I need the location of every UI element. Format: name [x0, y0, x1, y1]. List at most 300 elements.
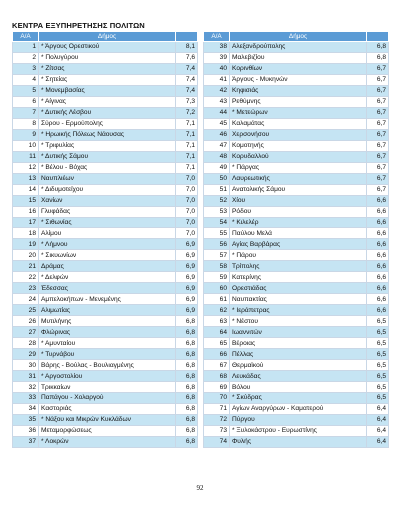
table-row	[13, 63, 198, 74]
score-cell: 6,6	[367, 261, 389, 272]
municipality-cell: Φυλής	[230, 436, 367, 447]
rank-cell: 66	[204, 349, 230, 360]
rank-cell: 37	[13, 436, 39, 447]
rank-cell: 2	[13, 52, 39, 63]
table-row	[204, 173, 389, 184]
value-column-header	[176, 32, 198, 42]
table-row	[13, 107, 198, 118]
table-row	[204, 338, 389, 349]
rank-cell: 68	[204, 371, 230, 382]
table-row	[13, 382, 198, 393]
score-cell: 6,7	[367, 74, 389, 85]
rank-cell: 4	[13, 74, 39, 85]
score-cell: 6,6	[367, 206, 389, 217]
score-cell: 6,7	[367, 162, 389, 173]
table-row	[204, 436, 389, 447]
municipality-cell: * Αμυνταίου	[39, 338, 176, 349]
municipality-cell: * Άργους Ορεστικού	[39, 42, 176, 53]
table-row	[204, 162, 389, 173]
municipality-cell: Ρόδου	[230, 206, 367, 217]
municipality-cell: Αλεξανδρούπολης	[230, 42, 367, 53]
table-row	[204, 140, 389, 151]
municipality-cell: Αγίας Βαρβάρας	[230, 239, 367, 250]
table-row	[13, 228, 198, 239]
table-row	[13, 162, 198, 173]
municipality-cell: * Δελφών	[39, 272, 176, 283]
table-row	[204, 52, 389, 63]
score-cell: 6,4	[367, 414, 389, 425]
table-row	[13, 414, 198, 425]
score-cell: 7,0	[176, 206, 198, 217]
rank-cell: 13	[13, 173, 39, 184]
rank-cell: 23	[13, 283, 39, 294]
score-cell: 7,1	[176, 140, 198, 151]
municipality-cell: Έδεσσας	[39, 283, 176, 294]
table-row	[13, 96, 198, 107]
table-row	[13, 239, 198, 250]
rank-cell: 47	[204, 140, 230, 151]
rank-cell: 73	[204, 425, 230, 436]
rank-cell: 43	[204, 96, 230, 107]
municipality-cell: Τρικκαίων	[39, 382, 176, 393]
rank-cell: 27	[13, 327, 39, 338]
table-row	[204, 382, 389, 393]
rank-cell: 49	[204, 162, 230, 173]
municipality-cell: Χερσονήσου	[230, 129, 367, 140]
score-cell: 6,5	[367, 382, 389, 393]
table-row	[13, 151, 198, 162]
score-cell: 6,5	[367, 349, 389, 360]
rank-cell: 55	[204, 228, 230, 239]
rank-cell: 11	[13, 151, 39, 162]
rank-cell: 39	[204, 52, 230, 63]
municipality-cell: * Πάργας	[230, 162, 367, 173]
score-cell: 6,8	[176, 425, 198, 436]
table-row	[13, 52, 198, 63]
rank-cell: 18	[13, 228, 39, 239]
score-cell: 6,7	[367, 96, 389, 107]
rank-cell: 69	[204, 382, 230, 393]
score-cell: 7,0	[176, 228, 198, 239]
score-cell: 6,9	[176, 283, 198, 294]
rank-cell: 41	[204, 74, 230, 85]
rank-cell: 8	[13, 118, 39, 129]
rank-cell: 7	[13, 107, 39, 118]
score-cell: 6,4	[367, 425, 389, 436]
rank-cell: 29	[13, 349, 39, 360]
table-row	[13, 217, 198, 228]
table-row	[13, 195, 198, 206]
municipality-cell: Αλίμου	[39, 228, 176, 239]
rank-cell: 16	[13, 206, 39, 217]
municipality-cell: Βάρης - Βούλας - Βουλιαγμένης	[39, 360, 176, 371]
rank-cell: 38	[204, 42, 230, 53]
municipality-cell: Λευκάδας	[230, 371, 367, 382]
table-row	[204, 425, 389, 436]
table-row	[204, 393, 389, 404]
municipality-cell: * Βέλου - Βόχας	[39, 162, 176, 173]
rank-cell: 1	[13, 42, 39, 53]
table-row	[204, 250, 389, 261]
rank-cell: 26	[13, 316, 39, 327]
table-row	[13, 403, 198, 414]
municipality-cell: * Λοκρών	[39, 436, 176, 447]
score-cell: 6,9	[176, 250, 198, 261]
municipality-cell: * Σικυωνίων	[39, 250, 176, 261]
municipality-cell: Χίου	[230, 195, 367, 206]
ranking-table-right	[203, 31, 389, 448]
score-cell: 6,4	[367, 403, 389, 414]
table-row	[204, 283, 389, 294]
rank-cell: 22	[13, 272, 39, 283]
rank-cell: 17	[13, 217, 39, 228]
table-row	[204, 371, 389, 382]
table-row	[204, 42, 389, 53]
municipality-cell: Παύλου Μελά	[230, 228, 367, 239]
rank-cell: 19	[13, 239, 39, 250]
score-cell: 6,4	[367, 436, 389, 447]
municipality-cell: * Δυτικής Λέσβου	[39, 107, 176, 118]
rank-cell: 67	[204, 360, 230, 371]
rank-cell: 62	[204, 305, 230, 316]
table-row	[13, 425, 198, 436]
municipality-cell: Καλαμάτας	[230, 118, 367, 129]
municipality-cell: Δράμας	[39, 261, 176, 272]
rank-cell: 63	[204, 316, 230, 327]
rank-cell: 54	[204, 217, 230, 228]
municipality-cell: Μαλεβιζίου	[230, 52, 367, 63]
rank-cell: 42	[204, 85, 230, 96]
score-cell: 7,4	[176, 74, 198, 85]
rank-cell: 48	[204, 151, 230, 162]
municipality-cell: Μυτιλήνης	[39, 316, 176, 327]
table-row	[204, 129, 389, 140]
rank-cell: 56	[204, 239, 230, 250]
municipality-cell: Αλιμωτίας	[39, 305, 176, 316]
table-row	[13, 74, 198, 85]
table-row	[13, 327, 198, 338]
table-row	[13, 338, 198, 349]
municipality-column-header: Δήμος	[39, 32, 176, 42]
table-row	[204, 305, 389, 316]
rank-column-header: Α/Α	[13, 32, 39, 42]
table-row	[13, 393, 198, 404]
table-row	[204, 272, 389, 283]
rank-cell: 34	[13, 403, 39, 414]
municipality-cell: Μεταμορφώσεως	[39, 425, 176, 436]
municipality-cell: * Πολυγύρου	[39, 52, 176, 63]
score-cell: 6,8	[367, 52, 389, 63]
rank-cell: 28	[13, 338, 39, 349]
municipality-cell: * Ηρωικής Πόλεως Νάουσας	[39, 129, 176, 140]
municipality-cell: Βέροιας	[230, 338, 367, 349]
municipality-cell: Ναυπακτίας	[230, 294, 367, 305]
score-cell: 6,9	[176, 239, 198, 250]
table-row	[204, 96, 389, 107]
municipality-cell: Ρεθύμνης	[230, 96, 367, 107]
score-cell: 6,5	[367, 316, 389, 327]
score-cell: 7,4	[176, 85, 198, 96]
municipality-cell: * Αίγινας	[39, 96, 176, 107]
table-row	[204, 206, 389, 217]
score-cell: 6,5	[367, 393, 389, 404]
table-row	[204, 151, 389, 162]
ranking-table-left	[12, 31, 198, 448]
score-cell: 6,8	[176, 316, 198, 327]
value-column-header	[367, 32, 389, 42]
score-cell: 7,2	[176, 107, 198, 118]
score-cell: 6,6	[367, 305, 389, 316]
table-row	[204, 360, 389, 371]
table-header-row	[13, 32, 198, 42]
rank-cell: 70	[204, 393, 230, 404]
municipality-cell: Αμπελοκήπων - Μενεμένης	[39, 294, 176, 305]
municipality-cell: * Μετεώρων	[230, 107, 367, 118]
rank-cell: 6	[13, 96, 39, 107]
municipality-cell: Ναυπλιέων	[39, 173, 176, 184]
municipality-cell: Θερμαϊκού	[230, 360, 367, 371]
table-row	[204, 316, 389, 327]
municipality-cell: Κορυδαλλού	[230, 151, 367, 162]
rank-cell: 35	[13, 414, 39, 425]
municipality-cell: * Ξυλοκάστρου - Ευρωστίνης	[230, 425, 367, 436]
municipality-cell: * Σκύδρας	[230, 393, 367, 404]
table-row	[204, 217, 389, 228]
rank-cell: 20	[13, 250, 39, 261]
municipality-cell: Ορεστιάδας	[230, 283, 367, 294]
rank-cell: 14	[13, 184, 39, 195]
rank-cell: 36	[13, 425, 39, 436]
score-cell: 6,8	[176, 349, 198, 360]
rank-column-header: Α/Α	[204, 32, 230, 42]
municipality-cell: * Τυρνάβου	[39, 349, 176, 360]
municipality-cell: * Κιλελέρ	[230, 217, 367, 228]
score-cell: 6,6	[367, 195, 389, 206]
rank-cell: 45	[204, 118, 230, 129]
score-cell: 6,6	[367, 294, 389, 305]
score-cell: 6,8	[367, 42, 389, 53]
score-cell: 6,8	[176, 436, 198, 447]
score-cell: 6,7	[367, 85, 389, 96]
municipality-cell: Λαυρεωτικής	[230, 173, 367, 184]
municipality-cell: * Σητείας	[39, 74, 176, 85]
rank-cell: 74	[204, 436, 230, 447]
table-row	[13, 118, 198, 129]
municipality-cell: * Αργοστολίου	[39, 371, 176, 382]
rank-cell: 24	[13, 294, 39, 305]
table-row	[13, 436, 198, 447]
municipality-cell: Κατερίνης	[230, 272, 367, 283]
table-row	[13, 261, 198, 272]
score-cell: 7,1	[176, 162, 198, 173]
rank-cell: 44	[204, 107, 230, 118]
table-row	[204, 414, 389, 425]
municipality-cell: Κομοτηνής	[230, 140, 367, 151]
rank-cell: 30	[13, 360, 39, 371]
municipality-cell: Γλυφάδας	[39, 206, 176, 217]
municipality-cell: Άργους - Μυκηνών	[230, 74, 367, 85]
table-row	[204, 74, 389, 85]
score-cell: 6,9	[176, 261, 198, 272]
score-cell: 6,7	[367, 129, 389, 140]
rank-cell: 31	[13, 371, 39, 382]
table-row	[13, 272, 198, 283]
table-row	[13, 294, 198, 305]
rank-cell: 52	[204, 195, 230, 206]
score-cell: 6,8	[176, 414, 198, 425]
rank-cell: 60	[204, 283, 230, 294]
municipality-cell: * Τριφυλίας	[39, 140, 176, 151]
score-cell: 6,7	[367, 63, 389, 74]
score-cell: 6,9	[176, 272, 198, 283]
municipality-cell: * Σιθωνίας	[39, 217, 176, 228]
table-row	[13, 250, 198, 261]
score-cell: 7,6	[176, 52, 198, 63]
score-cell: 8,1	[176, 42, 198, 53]
municipality-cell: Ανατολικής Σάμου	[230, 184, 367, 195]
rank-cell: 25	[13, 305, 39, 316]
rank-cell: 21	[13, 261, 39, 272]
table-row	[204, 195, 389, 206]
rank-cell: 65	[204, 338, 230, 349]
rank-cell: 72	[204, 414, 230, 425]
municipality-cell: * Μονεμβασίας	[39, 85, 176, 96]
table-row	[13, 316, 198, 327]
score-cell: 7,1	[176, 129, 198, 140]
rank-cell: 33	[13, 393, 39, 404]
municipality-cell: * Διδυμοτείχου	[39, 184, 176, 195]
table-row	[204, 85, 389, 96]
table-row	[204, 349, 389, 360]
score-cell: 7,1	[176, 151, 198, 162]
municipality-cell: * Ζίτσας	[39, 63, 176, 74]
rank-cell: 58	[204, 261, 230, 272]
rank-cell: 71	[204, 403, 230, 414]
score-cell: 7,1	[176, 118, 198, 129]
score-cell: 6,8	[176, 371, 198, 382]
table-row	[204, 107, 389, 118]
score-cell: 6,7	[367, 118, 389, 129]
municipality-cell: Παπάγου - Χολαργού	[39, 393, 176, 404]
score-cell: 6,6	[367, 272, 389, 283]
score-cell: 6,6	[367, 217, 389, 228]
score-cell: 6,7	[367, 184, 389, 195]
score-cell: 6,8	[176, 360, 198, 371]
table-row	[13, 173, 198, 184]
rank-cell: 59	[204, 272, 230, 283]
table-row	[204, 403, 389, 414]
table-row	[204, 327, 389, 338]
rank-cell: 53	[204, 206, 230, 217]
municipality-cell: Χανίων	[39, 195, 176, 206]
table-row	[204, 228, 389, 239]
score-cell: 6,9	[176, 305, 198, 316]
score-cell: 6,8	[176, 327, 198, 338]
score-cell: 6,5	[367, 371, 389, 382]
municipality-cell: * Νάξου και Μικρών Κυκλάδων	[39, 414, 176, 425]
municipality-cell: Πύργου	[230, 414, 367, 425]
table-row	[13, 206, 198, 217]
table-row	[13, 184, 198, 195]
score-cell: 7,0	[176, 173, 198, 184]
rank-cell: 5	[13, 85, 39, 96]
score-cell: 7,0	[176, 217, 198, 228]
table-row	[204, 63, 389, 74]
score-cell: 6,5	[367, 338, 389, 349]
score-cell: 6,5	[367, 360, 389, 371]
rank-cell: 50	[204, 173, 230, 184]
table-row	[13, 283, 198, 294]
score-cell: 7,3	[176, 96, 198, 107]
score-cell: 7,0	[176, 184, 198, 195]
rank-cell: 12	[13, 162, 39, 173]
score-cell: 6,6	[367, 228, 389, 239]
score-cell: 6,6	[367, 250, 389, 261]
municipality-cell: Καστοριάς	[39, 403, 176, 414]
rank-cell: 46	[204, 129, 230, 140]
table-row	[13, 360, 198, 371]
table-row	[13, 140, 198, 151]
table-row	[13, 129, 198, 140]
score-cell: 6,8	[176, 382, 198, 393]
municipality-cell: Κηφισιάς	[230, 85, 367, 96]
table-row	[204, 184, 389, 195]
page-number: 92	[196, 484, 204, 492]
rank-cell: 3	[13, 63, 39, 74]
score-cell: 6,7	[367, 173, 389, 184]
page-title: ΚΕΝΤΡΑ ΕΞΥΠΗΡΕΤΗΣΗΣ ΠΟΛΙΤΩΝ	[12, 21, 145, 30]
score-cell: 6,5	[367, 327, 389, 338]
rank-cell: 15	[13, 195, 39, 206]
score-cell: 6,7	[367, 107, 389, 118]
municipality-cell: * Νέστου	[230, 316, 367, 327]
score-cell: 6,9	[176, 294, 198, 305]
table-row	[204, 261, 389, 272]
rank-cell: 10	[13, 140, 39, 151]
rank-cell: 32	[13, 382, 39, 393]
rank-cell: 9	[13, 129, 39, 140]
municipality-cell: Τρίπολης	[230, 261, 367, 272]
municipality-cell: Φλώρινας	[39, 327, 176, 338]
municipality-cell: Κορινθίων	[230, 63, 367, 74]
municipality-cell: * Πάρου	[230, 250, 367, 261]
municipality-cell: Βόλου	[230, 382, 367, 393]
municipality-column-header: Δήμος	[230, 32, 367, 42]
municipality-cell: Ιωαννιτών	[230, 327, 367, 338]
table-row	[13, 305, 198, 316]
score-cell: 7,4	[176, 63, 198, 74]
municipality-cell: * Ιεράπετρας	[230, 305, 367, 316]
table-header-row	[204, 32, 389, 42]
table-row	[204, 118, 389, 129]
score-cell: 6,7	[367, 140, 389, 151]
score-cell: 6,8	[176, 338, 198, 349]
table-row	[204, 239, 389, 250]
table-row	[13, 371, 198, 382]
table-row	[204, 294, 389, 305]
score-cell: 7,0	[176, 195, 198, 206]
score-cell: 6,6	[367, 239, 389, 250]
municipality-cell: Σύρου - Ερμούπολης	[39, 118, 176, 129]
rank-cell: 64	[204, 327, 230, 338]
score-cell: 6,8	[176, 393, 198, 404]
table-row	[13, 85, 198, 96]
table-row	[13, 349, 198, 360]
score-cell: 6,7	[367, 151, 389, 162]
municipality-cell: * Λήμνου	[39, 239, 176, 250]
table-row	[13, 42, 198, 53]
score-cell: 6,6	[367, 283, 389, 294]
